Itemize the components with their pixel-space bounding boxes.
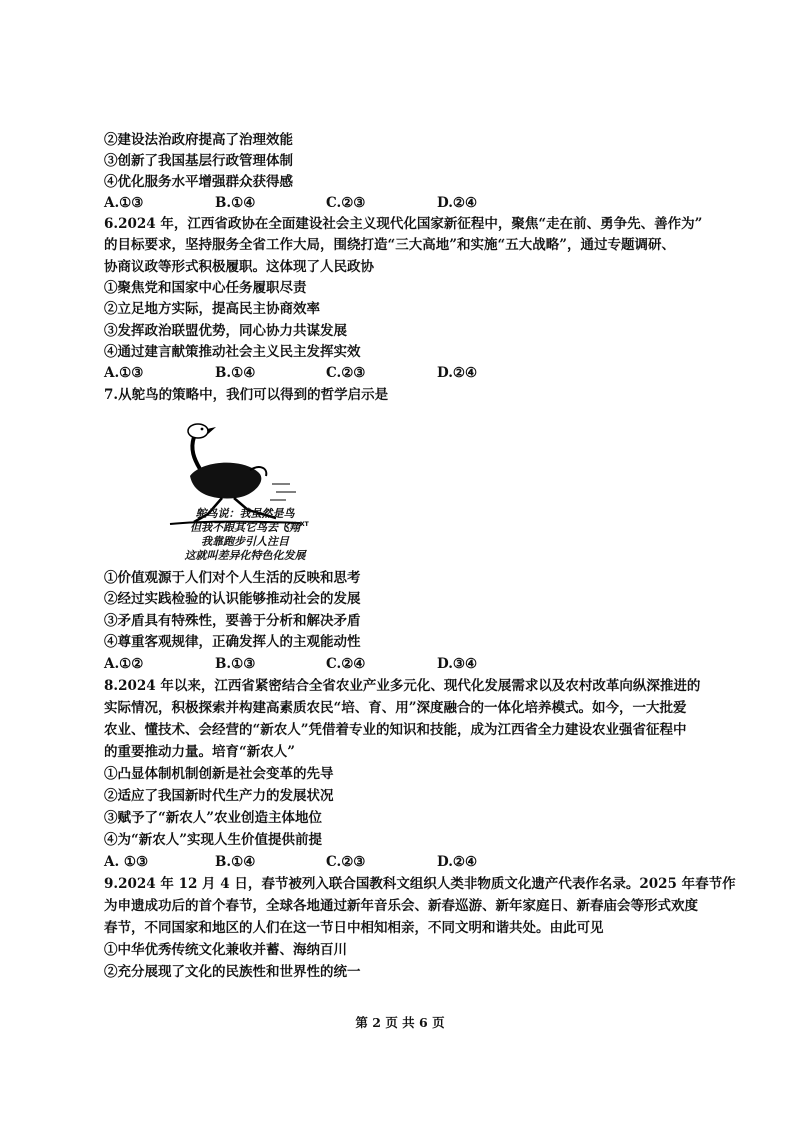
option-a: A.①③ (104, 195, 144, 211)
q8-stem-line-2: 实际情况，积极探索并构建高素质农民“培、育、用”深度融合的一体化培养模式。如今，一大批爱 (104, 700, 687, 716)
q9-item-1: ①中华优秀传统文化兼收并蓄、海纳百川 (104, 942, 347, 958)
ostrich-body (190, 463, 261, 499)
q6-item-1: ①聚焦党和国家中心任务履职尽责 (104, 280, 307, 296)
q8-item-3: ③赋予了“新农人”农业创造主体地位 (104, 810, 323, 826)
option-c: C.②③ (326, 195, 366, 211)
q9-item-2: ②充分展现了文化的民族性和世界性的统一 (104, 964, 361, 980)
page-footer: 第 2 页 共 6 页 (355, 1015, 445, 1030)
caption-line-1: 鸵鸟说：我虽然是鸟 (195, 507, 295, 520)
q8-item-1: ①凸显体制机制创新是社会变革的先导 (104, 766, 334, 782)
cartoon-signature: XT (300, 521, 309, 528)
ostrich-neck (192, 437, 200, 469)
q6-item-2: ②立足地方实际，提高民主协商效率 (104, 301, 320, 317)
q8-stem-line-1: 8.2024 年以来，江西省紧密结合全省农业产业多元化、现代化发展需求以及农村改革向纵深推进的 (104, 678, 701, 694)
option-a: A.①② (104, 656, 144, 672)
q7-item-3: ③矛盾具有特殊性，要善于分析和解决矛盾 (104, 613, 361, 629)
q6-item-4: ④通过建言献策推动社会主义民主发挥实效 (104, 344, 361, 360)
q6-item-3: ③发挥政治联盟优势，同心协力共谋发展 (104, 323, 347, 339)
option-b: B.①④ (215, 195, 256, 211)
q7-stem: 7.从鸵鸟的策略中，我们可以得到的哲学启示是 (104, 387, 389, 403)
q8-options (104, 851, 704, 873)
q7-item-2: ②经过实践检验的认识能够推动社会的发展 (104, 591, 361, 607)
caption-line-4: 这就叫差异化特色化发展 (184, 549, 306, 562)
ostrich-eye (201, 428, 204, 431)
ostrich-head (188, 424, 208, 438)
q8-item-2: ②适应了我国新时代生产力的发展状况 (104, 788, 334, 804)
cartoon-caption (150, 507, 340, 563)
option-d: D.③④ (437, 656, 478, 672)
ostrich-beak (207, 427, 216, 434)
q8-stem-line-4: 的重要推动力量。培育“新农人” (104, 744, 296, 760)
q7-item-1: ①价值观源于人们对个人生活的反映和思考 (104, 570, 361, 586)
option-b: B.①④ (215, 365, 256, 381)
q6-stem-line-1: 6.2024 年，江西省政协在全面建设社会主义现代化国家新征程中，聚焦“走在前、勇争先、善作为” (104, 216, 703, 232)
prev-item-4: ④优化服务水平增强群众获得感 (104, 174, 293, 190)
prev-item-3: ③创新了我国基层行政管理体制 (104, 153, 293, 169)
q7-item-4: ④尊重客观规律，正确发挥人的主观能动性 (104, 634, 361, 650)
option-d: D.②④ (437, 854, 478, 870)
speed-lines (270, 484, 296, 500)
option-c: C.②④ (326, 656, 366, 672)
option-b: B.①③ (215, 656, 256, 672)
option-a: A. ①③ (104, 854, 149, 870)
caption-line-3: 我靠跑步引人注目 (201, 535, 289, 548)
prev-options (104, 192, 704, 214)
caption-line-2: 但我不跟其它鸟去飞翔 (190, 521, 300, 534)
q7-options (104, 653, 704, 675)
q9-stem-line-3: 春节，不同国家和地区的人们在这一节日中相知相亲，不同文明和谐共处。由此可见 (104, 920, 604, 936)
q8-stem-line-3: 农业、懂技术、会经营的“新农人”凭借着专业的知识和技能，成为江西省全力建设农业强省征程中 (104, 722, 687, 738)
q6-stem-line-2: 的目标要求，坚持服务全省工作大局，围绕打造“三大高地”和实施“五大战略”，通过专题调研、 (104, 237, 676, 253)
q9-stem-line-1: 9.2024 年 12 月 4 日，春节被列入联合国教科文组织人类非物质文化遗产代表作名录。2025 年春节作 (104, 876, 736, 892)
q6-options (104, 362, 704, 384)
option-d: D.②④ (437, 195, 478, 211)
q9-stem-line-2: 为申遗成功后的首个春节，全球各地通过新年音乐会、新春巡游、新年家庭日、新春庙会等形式欢度 (104, 898, 698, 914)
option-c: C.②③ (326, 854, 366, 870)
prev-item-2: ②建设法治政府提高了治理效能 (104, 132, 293, 148)
option-d: D.②④ (437, 365, 478, 381)
q6-stem-line-3: 协商议政等形式积极履职。这体现了人民政协 (104, 259, 374, 275)
option-c: C.②③ (326, 365, 366, 381)
q8-item-4: ④为“新农人”实现人生价值提供前提 (104, 832, 323, 848)
option-b: B.①④ (215, 854, 256, 870)
option-a: A.①③ (104, 365, 144, 381)
